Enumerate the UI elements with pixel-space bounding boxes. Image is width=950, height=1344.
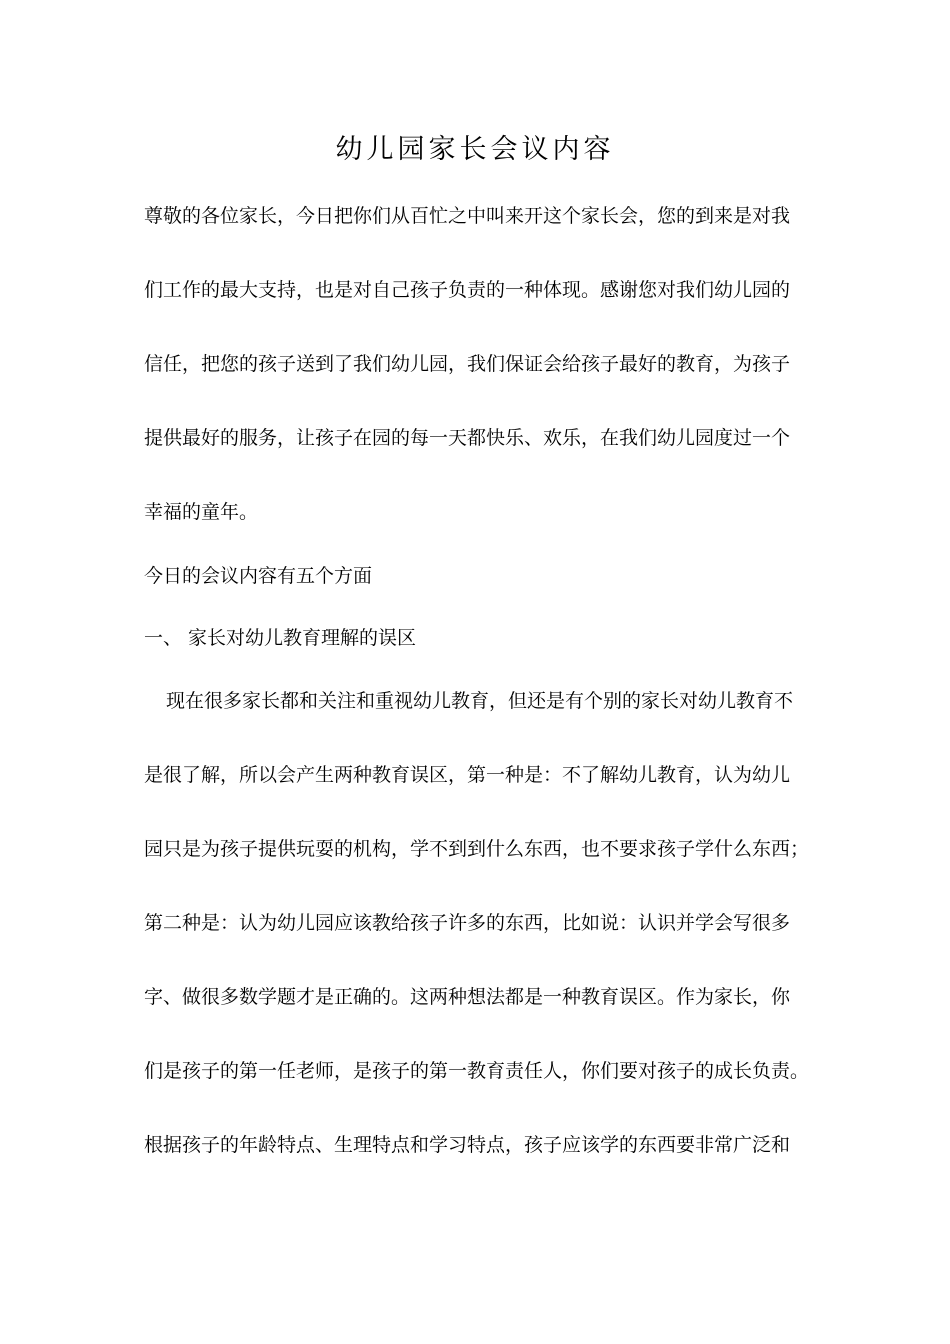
intro-line: 们工作的最大支持，也是对自己孩子负责的一种体现。感谢您对我们幼儿园的 bbox=[144, 279, 791, 301]
section-line: 园只是为孩子提供玩耍的机构，学不到到什么东西，也不要求孩子学什么东西； bbox=[144, 838, 810, 860]
intro-line: 尊敬的各位家长，今日把你们从百忙之中叫来开这个家长会，您的到来是对我 bbox=[144, 205, 791, 227]
section-line: 现在很多家长都和关注和重视幼儿教育，但还是有个别的家长对幼儿教育不 bbox=[166, 690, 794, 712]
section-heading: 一、 家长对幼儿教育理解的误区 bbox=[144, 627, 417, 649]
intro-line: 幸福的童年。 bbox=[144, 501, 259, 523]
section-line: 字、做很多数学题才是正确的。这两种想法都是一种教育误区。作为家长，你 bbox=[144, 986, 791, 1008]
agenda-intro: 今日的会议内容有五个方面 bbox=[144, 565, 373, 587]
intro-line: 提供最好的服务，让孩子在园的每一天都快乐、欢乐，在我们幼儿园度过一个 bbox=[144, 427, 791, 449]
intro-line: 信任，把您的孩子送到了我们幼儿园，我们保证会给孩子最好的教育，为孩子 bbox=[144, 353, 791, 375]
section-line: 根据孩子的年龄特点、生理特点和学习特点，孩子应该学的东西要非常广泛和 bbox=[144, 1134, 791, 1156]
section-line: 第二种是：认为幼儿园应该教给孩子许多的东西，比如说：认识并学会写很多 bbox=[144, 912, 791, 934]
document-title: 幼儿园家长会议内容 bbox=[335, 134, 615, 165]
section-line: 是很了解，所以会产生两种教育误区，第一种是：不了解幼儿教育，认为幼儿 bbox=[144, 764, 791, 786]
section-line: 们是孩子的第一任老师，是孩子的第一教育责任人，你们要对孩子的成长负责。 bbox=[144, 1060, 810, 1082]
